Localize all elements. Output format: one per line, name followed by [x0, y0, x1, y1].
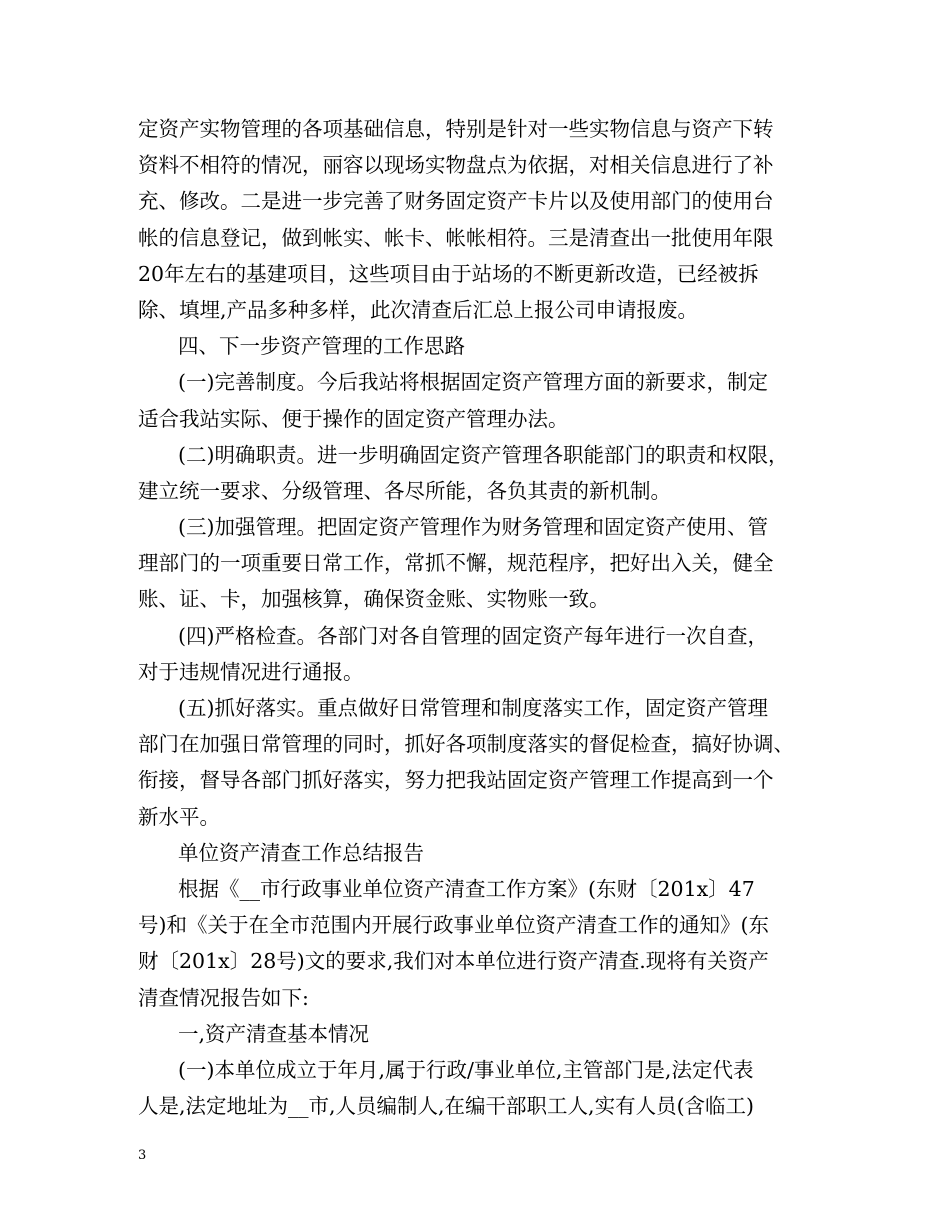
text-line: 四、下一步资产管理的工作思路 — [178, 334, 465, 359]
text-line: 一,资产清查基本情况 — [178, 1021, 370, 1046]
text-line: 资料不相符的情况，丽容以现场实物盘点为依据，对相关信息进行了补 — [138, 153, 774, 178]
text-line: 人是,法定地址为__市,人员编制人,在编干部职工人,实有人员(含临工) — [138, 1094, 755, 1119]
text-line: (一)本单位成立于年月,属于行政/事业单位,主管部门是,法定代表 — [178, 1057, 754, 1082]
text-line: (三)加强管理。把固定资产管理作为财务管理和固定资产使用、管 — [178, 515, 768, 540]
text-line: 部门在加强日常管理的同时，抓好各项制度落实的督促检查，搞好协调、 — [138, 732, 794, 757]
text-line: 号)和《关于在全市范围内开展行政事业单位资产清查工作的通知》(东 — [138, 913, 769, 938]
text-line: 帐的信息登记，做到帐实、帐卡、帐帐相符。三是清查出一批使用年限 — [138, 225, 774, 250]
text-line: 除、填埋,产品多种多样，此次清查后汇总上报公司申请报废。 — [138, 297, 699, 322]
text-line: 衔接，督导各部门抓好落实，努力把我站固定资产管理工作提高到一个 — [138, 768, 774, 793]
text-line: 清查情况报告如下: — [138, 985, 309, 1010]
text-line: 账、证、卡，加强核算，确保资金账、实物账一致。 — [138, 587, 610, 612]
text-line: 对于违规情况进行通报。 — [138, 659, 364, 684]
text-line: (五)抓好落实。重点做好日常管理和制度落实工作，固定资产管理 — [178, 696, 768, 720]
text-line: (四)严格检查。各部门对各自管理的固定资产每年进行一次自查， — [178, 623, 768, 648]
text-line: 根据《__市行政事业单位资产清查工作方案》(东财〔201x〕47 — [178, 876, 755, 901]
text-line: 20年左右的基建项目，这些项目由于站场的不断更新改造，已经被拆 — [138, 261, 759, 286]
text-line: 充、修改。二是进一步完善了财务固定资产卡片以及使用部门的使用台 — [138, 189, 774, 214]
text-line: (一)完善制度。今后我站将根据固定资产管理方面的新要求，制定 — [178, 370, 768, 395]
text-line: 定资产实物管理的各项基础信息，特别是针对一些实物信息与资产下转 — [138, 117, 774, 141]
text-line: 单位资产清查工作总结报告 — [178, 840, 424, 865]
text-line: 新水平。 — [138, 804, 220, 829]
text-line: 理部门的一项重要日常工作，常抓不懈，规范程序，把好出入关，健全 — [138, 551, 774, 576]
document-body — [138, 111, 818, 1124]
text-line: 建立统一要求、分级管理、各尽所能，各负其责的新机制。 — [138, 478, 671, 503]
page-number: 3 — [138, 1148, 147, 1163]
text-line: (二)明确职责。进一步明确固定资产管理各职能部门的职责和权限， — [178, 442, 789, 467]
text-line: 适合我站实际、便于操作的固定资产管理办法。 — [138, 406, 569, 431]
text-line: 财〔201x〕28号)文的要求,我们对本单位进行资产清查.现将有关资产 — [138, 949, 769, 974]
